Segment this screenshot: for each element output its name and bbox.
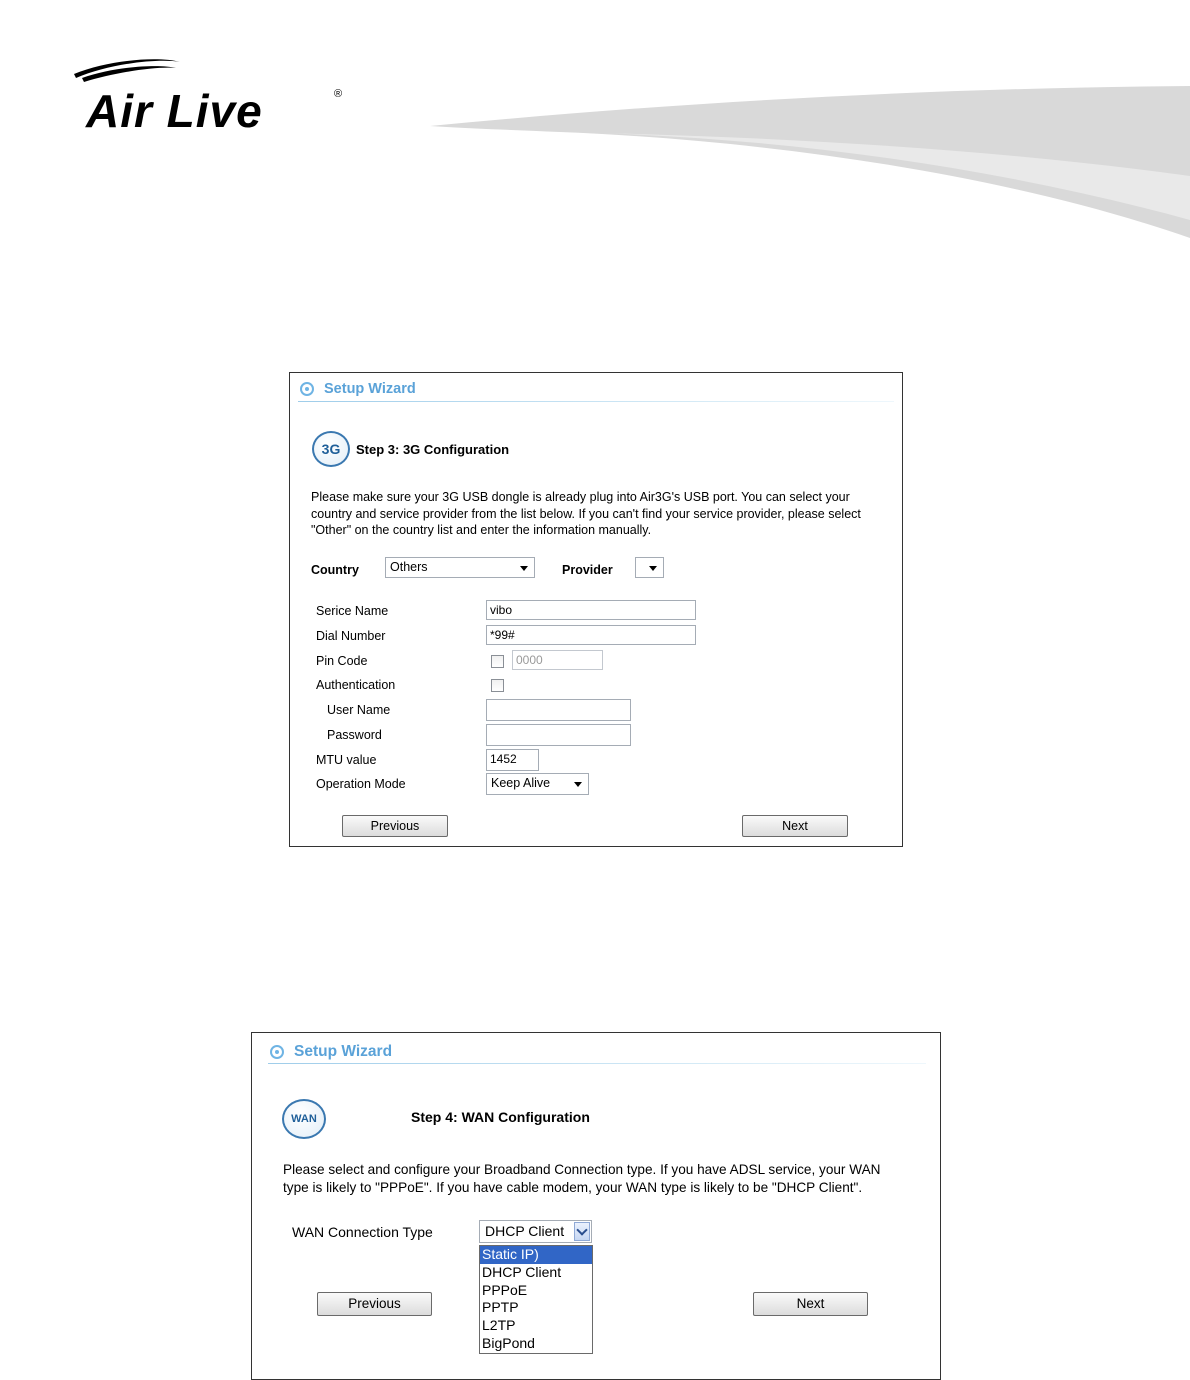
wan-option-l2tp[interactable]: L2TP [482, 1317, 516, 1334]
chevron-down-icon [520, 566, 528, 571]
wizard-bullet-icon [270, 1045, 284, 1059]
next-button[interactable]: Next [753, 1292, 868, 1316]
wizard-bullet-icon [300, 382, 314, 396]
setup-wizard-3g [289, 372, 903, 847]
wan-type-select[interactable] [479, 1220, 592, 1243]
wizard-title [270, 1043, 392, 1061]
wizard-title [300, 381, 416, 397]
wan-icon-label: WAN [291, 1113, 317, 1125]
title-divider [268, 1063, 926, 1064]
previous-button[interactable]: Previous [342, 815, 448, 837]
wizard-title-text: Setup Wizard [324, 381, 416, 397]
provider-select[interactable] [635, 557, 664, 578]
user-name-input[interactable] [486, 699, 631, 721]
password-label: Password [327, 728, 382, 742]
pin-code-checkbox[interactable] [491, 655, 504, 668]
pin-code-label: Pin Code [316, 654, 368, 668]
wan-option-pptp[interactable]: PPTP [482, 1299, 519, 1316]
wan-option-dhcp-client[interactable]: DHCP Client [482, 1263, 562, 1280]
wan-type-dropdown-list [479, 1245, 593, 1354]
description-line: country and service provider from the list below. If you can't find your service provider, please select [311, 506, 861, 521]
3g-icon-label: 3G [321, 441, 341, 457]
operation-mode-label: Operation Mode [316, 777, 406, 791]
wan-option-bigpond[interactable]: BigPond [482, 1334, 535, 1351]
description-line: "Other" on the country list and enter the information manually. [311, 523, 652, 537]
description-line: type is likely to "PPPoE". If you have cable modem, your WAN type is likely to be "DHCP Client". [283, 1180, 863, 1195]
setup-wizard-wan [251, 1032, 941, 1380]
chevron-down-icon [649, 566, 657, 571]
wan-type-value: DHCP Client [485, 1223, 565, 1239]
authentication-label: Authentication [316, 678, 396, 692]
step-description [283, 1161, 933, 1197]
description-line: Please make sure your 3G USB dongle is already plug into Air3G's USB port. You can select your [311, 490, 850, 504]
pin-code-input[interactable]: 0000 [512, 650, 603, 670]
operation-mode-value: Keep Alive [491, 776, 551, 790]
step-title: Step 4: WAN Configuration [411, 1109, 590, 1125]
country-label: Country [311, 563, 359, 577]
wan-icon [282, 1099, 326, 1139]
dial-number-label: Dial Number [316, 629, 386, 643]
3g-icon [312, 431, 350, 467]
chevron-down-icon[interactable] [574, 1222, 590, 1241]
step-description [311, 489, 897, 539]
mtu-label: MTU value [316, 753, 377, 767]
chevron-down-icon [574, 782, 582, 787]
password-input[interactable] [486, 724, 631, 746]
step-title: Step 3: 3G Configuration [356, 442, 510, 457]
mtu-input[interactable]: 1452 [486, 749, 539, 771]
airlive-logo: Air Live [86, 85, 263, 137]
user-name-label: User Name [327, 703, 391, 717]
dial-number-input[interactable]: *99# [486, 625, 696, 645]
next-button[interactable]: Next [742, 815, 848, 837]
country-select[interactable] [385, 557, 535, 578]
description-line: Please select and configure your Broadband Connection type. If you have ADSL service, your WAN [283, 1162, 881, 1177]
title-divider [298, 401, 894, 402]
wan-type-label: WAN Connection Type [292, 1224, 433, 1240]
country-select-value: Others [390, 560, 428, 574]
wan-option-static-ip[interactable]: Static IP) [480, 1246, 592, 1264]
registered-mark: ® [334, 88, 343, 100]
wan-option-pppoe[interactable]: PPPoE [482, 1281, 528, 1298]
wizard-title-text: Setup Wizard [294, 1043, 393, 1060]
provider-label: Provider [562, 563, 613, 577]
service-name-label: Serice Name [316, 604, 389, 618]
operation-mode-select[interactable] [486, 773, 589, 795]
service-name-input[interactable]: vibo [486, 600, 696, 620]
authentication-checkbox[interactable] [491, 679, 504, 692]
previous-button[interactable]: Previous [317, 1292, 432, 1316]
